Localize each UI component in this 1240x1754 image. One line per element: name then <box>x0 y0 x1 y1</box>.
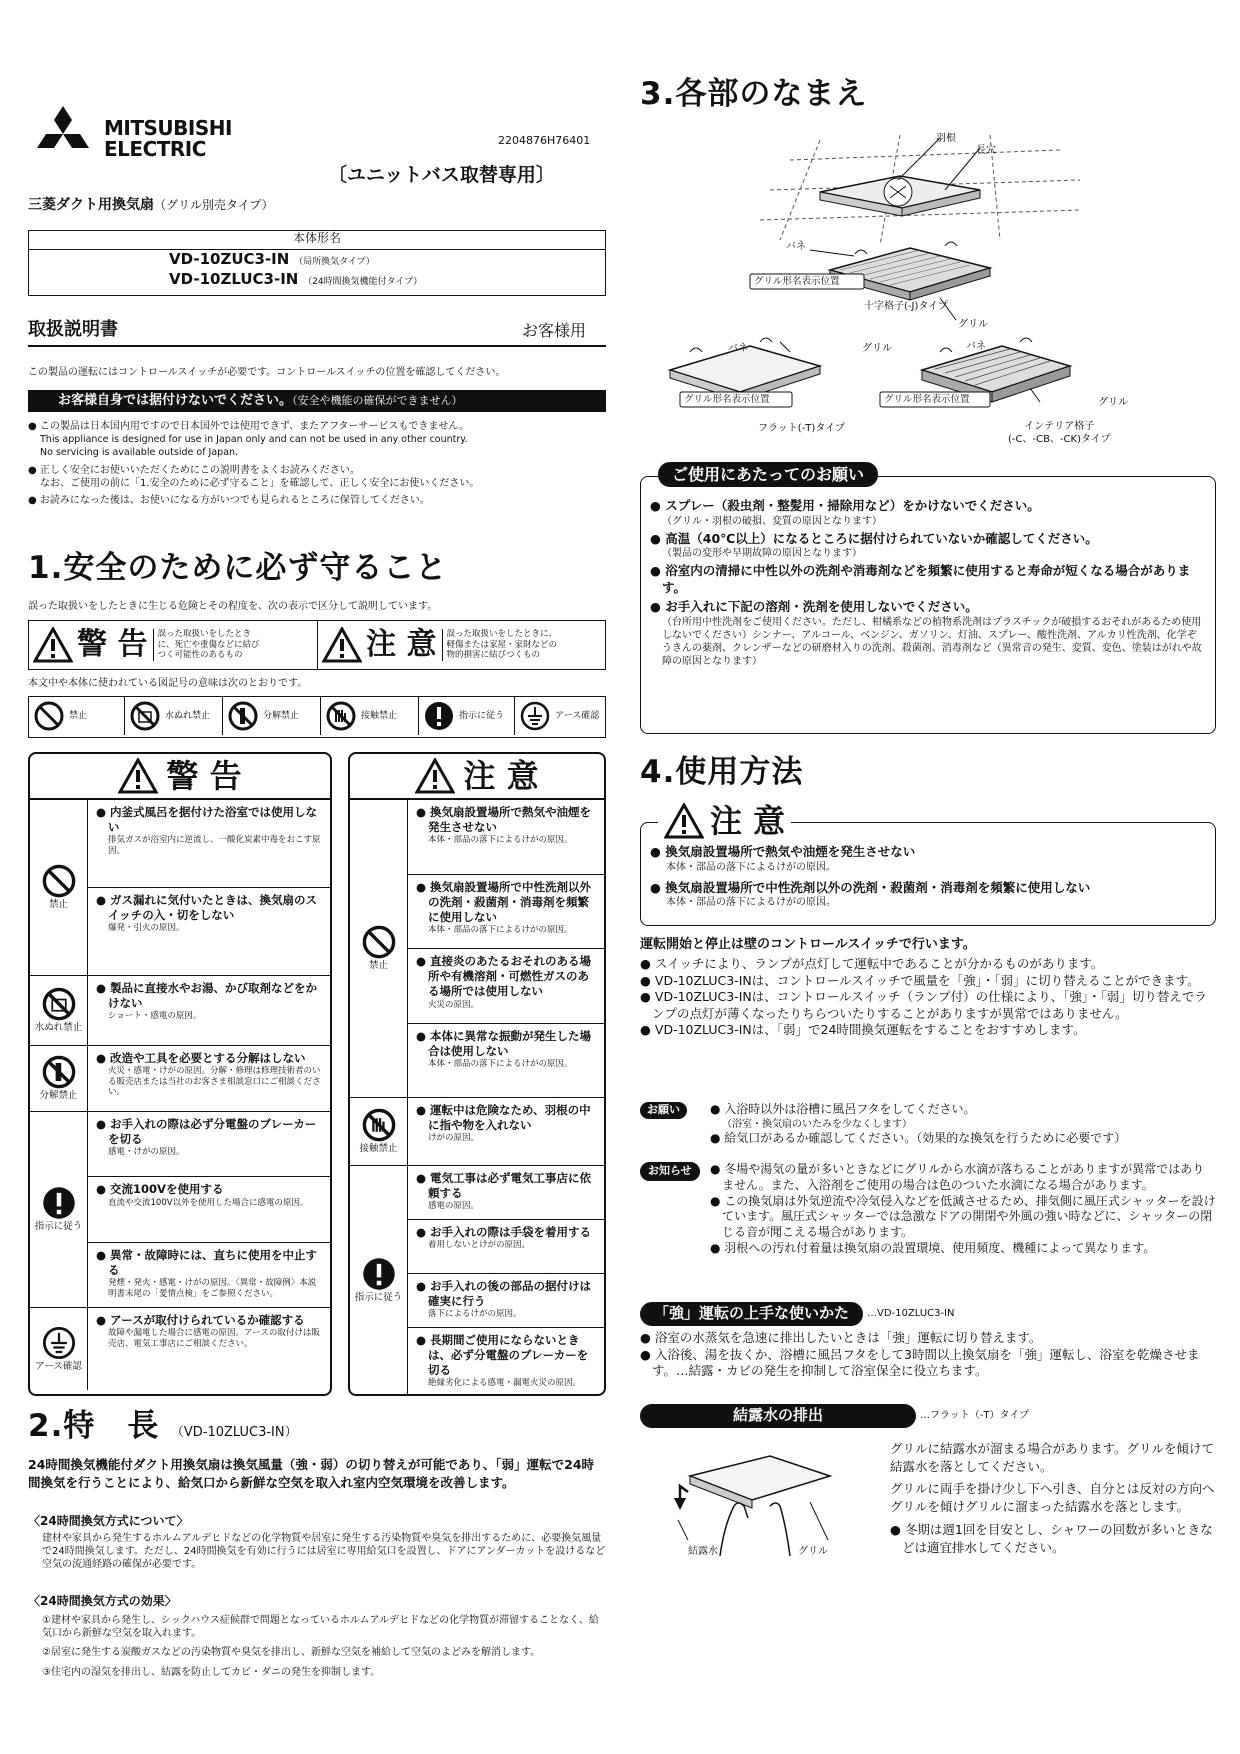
symbol-follow-instructions: 指示に従う <box>419 697 515 735</box>
hazard-row <box>30 976 330 1046</box>
hazard-item-title: ● 電気工事は必ず電気工事店に依頼する <box>416 1171 592 1201</box>
caution-table <box>348 752 606 1396</box>
symbol-ground: アース確認 <box>515 697 605 735</box>
hazard-row-symbol <box>350 1098 408 1165</box>
section2-note: （VD-10ZLUC3-IN） <box>170 1425 298 1440</box>
hazard-item-note: 本体・部品の落下によるけがの原因。 <box>428 1058 573 1069</box>
hazard-item <box>408 949 604 1024</box>
symbol-no-disassembly: 分解禁止 <box>223 697 321 735</box>
hazard-item-title: ● アースが取付けられているか確認する <box>96 1313 305 1327</box>
hazard-item-note: 爆発・引火の原因。 <box>108 923 185 934</box>
hazard-item-note: けがの原因。 <box>428 1133 480 1144</box>
hazard-row <box>350 800 604 1098</box>
no-water-icon <box>129 700 161 732</box>
label-spring-3: バネ <box>966 341 986 352</box>
section4-caution-list: ● 換気扇設置場所で熱気や油煙を発生させない 本体・部品の落下によるけがの原因。 ● 換気扇設置場所で中性洗剤以外の洗剤・殺菌剤・消毒剤を頻繁に使用しない 本体・部品の落下によるけがの原因。 <box>650 844 1091 909</box>
model-2: VD-10ZLUC3-IN （24時間換気機能付タイプ） <box>169 269 423 288</box>
label-spring-1: バネ <box>786 241 806 252</box>
hazard-item <box>408 800 604 875</box>
hazard-item-note: 直流や交流100V以外を使用した場合に感電の原因。 <box>108 1197 309 1208</box>
section1-title: 1.安全のために必ず守ること <box>28 550 448 586</box>
no-disassembly-icon <box>41 1054 77 1090</box>
hazard-item-title: ● 本体に異常な振動が発生した場合は使用しない <box>416 1028 592 1058</box>
section2-lead: 24時間換気機能付ダクト用換気扇は換気風量（強・弱）の切り替えが可能であり、「弱」運転で24時間換気を行うことにより、給気口から新鮮な空気を取入れ室内空気環境を改善します。 <box>28 1457 595 1490</box>
model-box <box>28 230 606 296</box>
hazard-item <box>408 1274 604 1328</box>
operation-lead: 運転開始と停止は壁のコントロールスイッチで行います。 <box>640 937 976 952</box>
hazard-item-note: 本体・部品の落下によるけがの原因。 <box>428 925 573 936</box>
hazard-row <box>30 1046 330 1112</box>
mitsubishi-logo <box>28 106 98 169</box>
operation-list: ● スイッチにより、ランプが点灯して運転中であることが分かるものがあります。 ● VD-10ZLUC3-INは、コントロールスイッチで風量を「強」・「弱」に切り替えることができます。 ● VD-10ZLUC3-INは、コントロールスイッチ（ランプ付）の仕様により、「強」・「弱」切り替えでランプの点灯が薄くなったりちらついたりすることがありますが異常ではありません。 ● VD-10ZLUC3-INは、「弱」で24時間換気運転をすることをおすすめします。 <box>640 956 1207 1037</box>
no-disassembly-icon <box>227 700 259 732</box>
hazard-item <box>88 1046 330 1111</box>
label-grille-3: グリル <box>1098 397 1128 408</box>
section3-title: 3.各部のなまえ <box>640 76 868 112</box>
warning-triangle-icon <box>33 627 73 663</box>
hazard-item <box>408 1220 604 1274</box>
caption-cross: 十字格子(-J)タイプ <box>864 301 948 312</box>
info-list: ● 冬場や湯気の量が多いときなどにグリルから水滴が落ちることがありますが異常ではありません。また、入浴剤をご使用の場合は色のついた水滴になる場合があります。 ● この換気扇は外気逆流や冷気侵入などを低減させるため、排気側に風圧式シャッターを設けています。風圧式シャッターでは急激なドアの開閉や外風の強い時などに、シャッターの閉じる音が聞こえる場合があります。 ● 羽根への汚れ付着量は換気扇の設置環境、使用頻度、機種によって異なります。 <box>710 1162 1216 1256</box>
parts-diagram <box>640 120 1216 460</box>
no-touch-icon <box>361 1107 397 1143</box>
section4-caution-head: 注 意 <box>658 800 791 842</box>
hazard-row-label: 禁止 <box>48 899 68 911</box>
prohibited-icon <box>33 700 65 732</box>
caution-triangle-icon <box>415 758 455 794</box>
hazard-item-note: 感電・けがの原因。 <box>108 1147 185 1158</box>
label-display-1: グリル形名表示位置 <box>754 276 840 287</box>
hazard-item-title: ● お手入れの後の部品の据付けは確実に行う <box>416 1278 592 1309</box>
hazard-item-note: 落下によるけがの原因。 <box>428 1309 522 1320</box>
info-tag: お知らせ <box>640 1162 700 1181</box>
label-water: 結露水 <box>688 1546 718 1557</box>
hazard-item-note: 火災の原因。 <box>428 999 480 1010</box>
hazard-legend <box>28 620 606 670</box>
section4-title: 4.使用方法 <box>640 754 804 790</box>
hazard-item-title: ● 換気扇設置場所で中性洗剤以外の洗剤・殺菌剤・消毒剤を頻繁に使用しない <box>416 879 592 924</box>
request-tag: お願い <box>640 1102 687 1119</box>
symbol-no-water: 水ぬれ禁止 <box>125 697 223 735</box>
hazard-item-note: 発煙・発火・感電・けがの原因。〈異常・故障例〉本説明書末尾の「愛情点検」をご参照ください。 <box>108 1278 317 1299</box>
caution-rows <box>350 800 604 1394</box>
warning-rows <box>30 800 330 1390</box>
section2-h2: 〈24時間換気方式の効果〉 <box>28 1594 177 1608</box>
section2-title: 2.特 長 <box>28 1408 160 1444</box>
label-grille-4: グリル <box>798 1546 828 1557</box>
label-slot: 長穴 <box>976 145 996 156</box>
warning-legend: 警 告 誤った取扱いをしたときに、死亡や重傷などに結びつく可能性のあるもの <box>29 621 318 669</box>
hazard-item-note: 本体・部品の落下によるけがの原因。 <box>428 835 573 846</box>
hazard-item <box>408 875 604 950</box>
divider <box>28 345 606 347</box>
product-line: 三菱ダクト用換気扇（グリル別売タイプ） <box>28 197 274 213</box>
hazard-item-title: ● お手入れの際は手袋を着用する <box>416 1224 592 1239</box>
hazard-row-symbol <box>350 800 408 1097</box>
hazard-item-title: ● 製品に直接水やお湯、かび取剤などをかけない <box>96 981 318 1011</box>
hazard-item-title: ● 内釜式風呂を据付けた浴室では使用しない <box>96 805 318 835</box>
caption-flat: フラット(-T)タイプ <box>758 423 845 434</box>
hazard-row <box>30 1308 330 1390</box>
hazard-row-label: 水ぬれ禁止 <box>34 1022 83 1034</box>
ground-icon <box>519 700 551 732</box>
hazard-item-note: 感電の原因。 <box>428 1201 480 1212</box>
ground-icon <box>41 1325 77 1361</box>
hazard-item <box>408 1098 604 1165</box>
hazard-item-title: ● 換気扇設置場所で熱気や油煙を発生させない <box>416 805 592 835</box>
for-customer: お客様用 <box>522 321 587 340</box>
hazard-item <box>408 1328 604 1394</box>
label-blade: 羽根 <box>936 133 956 144</box>
warning-triangle-icon <box>118 758 158 794</box>
three-diamonds-icon <box>28 106 98 164</box>
hazard-row-symbol <box>30 976 88 1045</box>
symbol-prohibited: 禁止 <box>29 697 125 735</box>
section2-effects: ①建材や家具から発生し、シックハウス症候群で問題となっているホルムアルデヒドなどの化学物質が滞留することなく、給気口から新鮮な空気を取入れます。 ②居室に発生する炭酸ガスなどの汚染物質や臭気を排出し、新鮮な空気を補給して空気のよどみを解消します。 ③住宅内の湿気を排出し、結露を防止してカビ・ダニの発生を抑制します。 <box>42 1615 599 1678</box>
intro-bullets: ● この製品は日本国内用ですので日本国外では使用できず、またアフターサービスもできません。 This appliance is designed for use in Japan only and can not be used in any other country. No servicing is available outside of Japan. ● 正しく安全にお使いいただくためにこの説明書をよくお読みください。 なお、ご使用の前に「1.安全のために必ず守ること」を確認して、正しく安全にお使いください。 ● お読みになった後は、お使いになる方がいつでも見られるところに保管してください。 <box>28 421 480 506</box>
hazard-item-title: ● ガス漏れに気付いたときは、換気扇のスイッチの入・切をしない <box>96 893 318 923</box>
hazard-item-note: 着用しないとけがの原因。 <box>428 1240 531 1251</box>
hazard-row-label: 接触禁止 <box>359 1143 398 1155</box>
label-grille-2: グリル <box>862 343 892 354</box>
condensation-text: グリルに結露水が溜まる場合があります。グリルを傾けて結露水を落としてください。 グリルに両手を掛け少し下へ引き、自分とは反対の方向へグリルを傾けグリルに溜まった結露水を落とします。 ● 冬期は週1回を目安とし、シャワーの回数が多いときなどは適宜排水してください。 <box>890 1441 1215 1555</box>
prohibited-icon <box>41 863 77 899</box>
brand-text: MITSUBISHI ELECTRIC <box>104 116 232 161</box>
caption-interior: インテリア格子 (-C、-CB、-CK)タイプ <box>1008 421 1111 446</box>
strong-mode-list: ● 浴室の水蒸気を急速に排出したいときは「強」運転に切り替えます。 ● 入浴後、湯を抜くか、浴槽に風呂フタをして3時間以上換気扇を「強」運転し、浴室を乾燥させます。…結露・カビの発生を抑制して浴室保全に役立ちます。 <box>640 1330 1200 1378</box>
condensation-header: 結露水の排出 …フラット（-T）タイプ <box>640 1404 1029 1428</box>
hazard-row-label: 指示に従う <box>34 1221 83 1233</box>
manual-title: 取扱説明書 <box>28 319 118 340</box>
hazard-row-symbol <box>30 1112 88 1307</box>
hazard-item-title: ● 長期間ご使用にならないときは、必ず分電盤のブレーカーを切る <box>416 1332 589 1378</box>
caution-triangle-icon <box>322 627 362 663</box>
section1-intro: 誤った取扱いをしたときに生じる危険とその程度を、次の表示で区分して説明しています。 <box>28 601 438 612</box>
hazard-item <box>88 800 330 888</box>
hazard-row <box>30 1112 330 1308</box>
hazard-item <box>88 976 330 1045</box>
hazard-item-note: 故障や漏電した場合に感電の原因。アースの取付けは販売店、電気工事店にご相談ください。 <box>108 1328 320 1349</box>
switch-notice: この製品の運転にはコントロールスイッチが必要です。コントロールスイッチの位置を確認してください。 <box>28 367 506 378</box>
caution-legend: 注 意 誤った取扱いをしたときに、軽傷または家屋・家財などの物的損害に結びつくもの <box>318 621 605 669</box>
hazard-item <box>88 1308 330 1390</box>
hazard-item <box>88 1243 330 1307</box>
caution-triangle-icon <box>664 803 704 839</box>
hazard-item-note: 火災・感電・けがの原因。分解・修理は修理技術者のいる販売店または当社のお客さま相談窓口にご相談ください。 <box>108 1066 321 1098</box>
hazard-item-note: 排気ガスが浴室内に逆流し、一酸化炭素中毒をおこす原因。 <box>108 835 321 856</box>
hazard-row-symbol <box>350 1166 408 1394</box>
usage-requests-title: ご使用にあたってのお願い <box>658 462 878 487</box>
hazard-item <box>88 1177 330 1242</box>
hazard-item <box>408 1166 604 1220</box>
instruction-icon <box>41 1185 77 1221</box>
hazard-item-title: ● お手入れの際は必ず分電盤のブレーカーを切る <box>96 1117 317 1147</box>
label-spring-2: バネ <box>728 343 748 354</box>
hazard-row-label: 指示に従う <box>354 1291 403 1303</box>
label-display-3: グリル形名表示位置 <box>884 394 970 405</box>
hazard-item <box>88 1112 330 1177</box>
symbols-intro: 本文中や本体に使われている図記号の意味は次のとおりです。 <box>28 678 308 689</box>
strong-mode-header: 「強」運転の上手な使いかた …VD-10ZLUC3-IN <box>640 1302 955 1326</box>
symbol-no-touch: 接触禁止 <box>321 697 419 735</box>
hazard-item-note: 絶縁劣化による感電・漏電火災の原因。 <box>428 1378 582 1389</box>
hazard-item-title: ● 異常・故障時には、直ちに使用を中止する <box>96 1247 318 1277</box>
hazard-row-symbol <box>30 1308 88 1390</box>
warning-table-header: 警 告 <box>30 754 330 800</box>
section2-h1: 〈24時間換気方式について〉 <box>28 1514 189 1528</box>
caution-table-header: 注 意 <box>350 754 604 800</box>
hazard-row-label: アース確認 <box>35 1360 82 1372</box>
model-1: VD-10ZUC3-IN （局所換気タイプ） <box>169 250 375 268</box>
no-water-icon <box>41 986 77 1022</box>
hazard-row-symbol <box>30 800 88 975</box>
usage-requests-list: ● スプレー（殺虫剤・整髪用・掃除用など）をかけないでください。 （グリル・羽根の破損、変質の原因となります） ● 高温（40℃以上）になるところに据付けられていないか確認してください。 （製品の変形や早期故障の原因となります） ● 浴室内の清掃に中性以外の洗剤や消毒剤などを頻繁に使用すると寿命が短くなる場合があります。 ● お手入れに下記の溶剤・洗剤を使用しないでください。 （台所用中性洗剤をご使用ください。ただし、柑橘系などの植物系洗剤はプラスチックが破損するおそれがあるため使用しないでください）シンナー、アルコール、ベンジン、ガソリン、灯油、スプレー、酸性洗剤、アルカリ性洗剤、化学ぞうきんの薬剤、クレンザーなどの研磨材入りの洗剤、殺菌剤、消毒剤など（異常音の発生、変質、変色、塗装はがれや故障の原因となります） <box>650 498 1202 668</box>
hazard-item-title: ● 改造や工具を必要とする分解はしない <box>96 1051 306 1065</box>
prohibited-icon <box>361 924 397 960</box>
hazard-item-title: ● 運転中は危険なため、羽根の中に指や物を入れない <box>416 1103 591 1133</box>
section2-title-row <box>28 1406 298 1447</box>
hazard-item <box>88 888 330 975</box>
hazard-row-label: 禁止 <box>368 960 388 972</box>
instruction-icon <box>361 1256 397 1292</box>
request-list: ● 入浴時以外は浴槽に風呂フタをしてください。 （浴室・換気扇のいたみを少なくします） ● 給気口があるか確認してください。（効果的な換気を行うために必要です） <box>710 1102 1127 1146</box>
unit-bath-label: 〔ユニットバス取替専用〕 <box>328 164 555 186</box>
hazard-item-note: ショート・感電の原因。 <box>108 1011 202 1022</box>
label-display-2: グリル形名表示位置 <box>684 394 770 405</box>
no-touch-icon <box>325 700 357 732</box>
hazard-row-symbol <box>30 1046 88 1111</box>
model-header: 本体形名 <box>29 231 605 250</box>
warning-table <box>28 752 332 1396</box>
hazard-row-label: 分解禁止 <box>39 1090 78 1102</box>
symbol-legend <box>28 696 606 738</box>
doc-code: 2204876H76401 <box>498 134 591 147</box>
hazard-item-title: ● 直接炎のあたるおそれのある場所や有機溶剤・可燃性ガスのある場所では使用しない <box>416 954 592 999</box>
hazard-item <box>408 1024 604 1098</box>
hazard-row <box>350 1098 604 1166</box>
label-grille-1: グリル <box>958 319 988 330</box>
install-warning-bar: お客様自身では据付けないでください。（安全や機能の確保ができません） <box>28 390 606 412</box>
hazard-row <box>30 800 330 976</box>
hazard-item-title: ● 交流100Vを使用する <box>96 1182 224 1197</box>
section2-p1: 建材や家具から発生するホルムアルデヒドなどの化学物質や居室に発生する汚染物質や臭気を排出するために、必要換気風量で24時間換気します。ただし、24時間換気を有効に行うには居室に専用給気口を設置し、ドアにアンダーカットを設けるなど空気の流通経路の確保が必要です。 <box>42 1533 606 1571</box>
instruction-icon <box>423 700 455 732</box>
hazard-row <box>350 1166 604 1394</box>
